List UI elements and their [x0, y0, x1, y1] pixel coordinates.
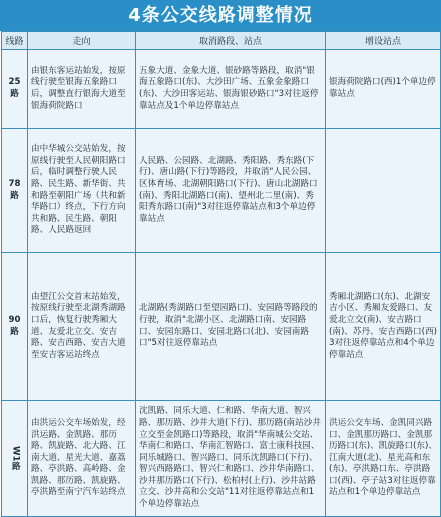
route-number: 90路 [2, 253, 28, 401]
header-route: 线路 [2, 32, 28, 50]
header-cancelled: 取消路段、站点 [136, 32, 326, 50]
table-header-row [2, 32, 441, 50]
route-number: 25路 [2, 50, 28, 129]
route-direction: 由中华城公交站始发，按原线行驶至人民朝阳路口后，临时调整行驶人民路、民生路、新华街、共和路至朝阳广场（共和新华路口）终点，下行方向共和路、民生路、朝阳路、人民路返回 [28, 129, 136, 253]
route-added [326, 129, 441, 253]
table-row [2, 50, 441, 129]
route-direction: 由洪运公交车场始发，经洪运路、金凯路、那历路、凯旋路、北大路、江南大道、星光大道、嘉荔路、亭洪路、高岭路、金凯路、那历路、凯旋路、亭洪路至南宁汽车站终点 [28, 401, 136, 517]
route-added: 银海荷院路口(西)1个单边停靠站点 [326, 50, 441, 129]
route-cancelled: 北湖路(秀湖路口至望园路口)、安园路等路段的行驶，取消"北湖小区、北湖路口南、安园路口、安园东路口、安园北路口(北)、安园南路口"5对往返停靠站点 [136, 253, 326, 401]
table-row [2, 129, 441, 253]
route-direction: 由银东客运站始发，按原线行驶至银海五象路口后，调整直行银海大道至银海荷院路口 [28, 50, 136, 129]
route-added: 洪运公交车场、金凯同兴路口、金凯那历路口、金凯那历路口(东)、凯旋路口(东)、江南大道(北)、星光高和东(东)、亭洪路口东、亭洪路口(西)、亭子站3对往返停靠站点和1个单边停靠站点 [326, 401, 441, 517]
table-row [2, 401, 441, 517]
page-title: 4条公交线路调整情况 [0, 0, 441, 31]
route-adjustment-table [1, 31, 441, 517]
route-direction: 由望江公交首末站始发，按原线行驶至北湖秀湖路口后，恢复行驶秀厢大道、友爱北立交、安吉路、安吉西路、安吉大道至安吉客运站终点 [28, 253, 136, 401]
route-added: 秀厢北湖路口(东)、北湖安吉小区、秀厢友爱路口、友爱北立交(南)、安吉路口(南)、苏丹、安吉西路口(西)3对往返停靠站点和4个单边停靠站点 [326, 253, 441, 401]
header-direction: 走向 [28, 32, 136, 50]
header-added: 增设站点 [326, 32, 441, 50]
route-cancelled: 五象大道、金象大道、银砂路等路段，取消"银海五象路口(东)、大沙田广场、五象金象路口(东)、大沙田客运站、银海银砂路口"3对往返停靠站点及1个单边停靠站点 [136, 50, 326, 129]
route-cancelled: 人民路、公园路、北湖路、秀阳路、秀东路(下行)、唐山路(下行)等路段，并取消"人民公园、区体育场、北湖朝阳路口(下行)、唐山北湖路口(南)、秀阳北湖路口(南)、望州北二里(南)、秀阳秀东路口(南)"3对往返停靠站点和3个单边停靠站点 [136, 129, 326, 253]
table-row [2, 253, 441, 401]
route-number: W1路 [2, 401, 28, 517]
route-number: 78路 [2, 129, 28, 253]
route-cancelled: 沈凯路、同乐大道、仁和路、华南大道、智兴路、那历路、沙井大道(下行)、那历路(南站沙井立交至金凯路口)等路段，取消"华南城公交站、华南仁和路口、华南汇智路口、富士康科技园、同乐城路口、智兴路口、同乐沈凯路口(下行)、智兴西路路口、智兴仁和路口、沙井华南路口、沙井那历路口(下行)、松柏村(上行)、沙井站路立交、沙井高和公交站"11对往返停靠站点和1个单边停靠站点 [136, 401, 326, 517]
